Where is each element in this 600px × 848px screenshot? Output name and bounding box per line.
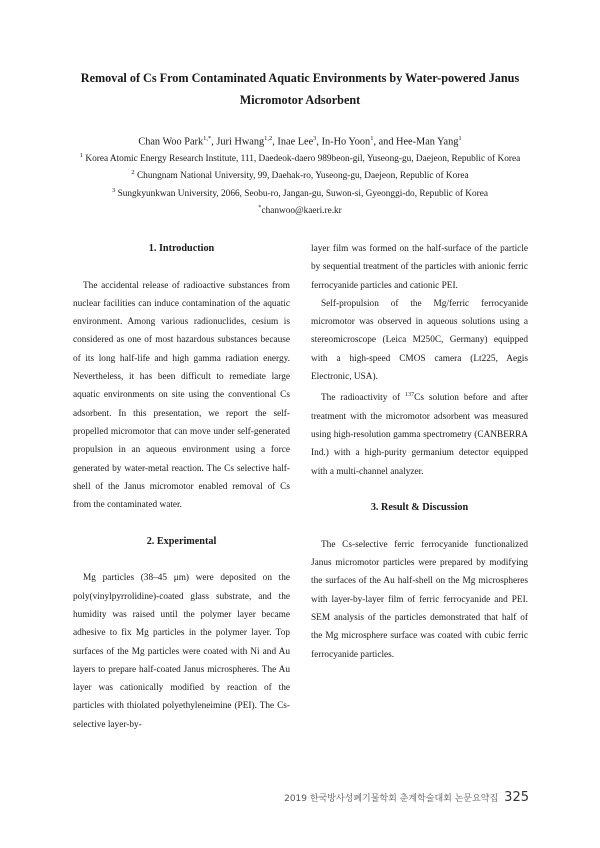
- experimental-paragraph-1-continued: layer film was formed on the half-surface of the particle by sequential treatment of the particles with anionic ferric ferrocyanide particles and cationic PEI.: [311, 244, 528, 291]
- author-sup: 3: [313, 135, 317, 142]
- affiliation-text: Korea Atomic Energy Research Institute, 111, Daedeok-daero 989beon-gil, Yuseong-gu, Daejeon, Republic of Korea: [85, 154, 521, 165]
- experimental-paragraph-1: Mg particles (38–45 μm) were deposited on the poly(vinylpyrrolidine)-coated glass substrate, and the humidity was raised until the polymer layer became adhesive to fix Mg particles in the polymer layer. Top surfaces of the Mg particles were coated with Ni and Au layers to prepare half-coated Janus microspheres. The Au layer was cationically modified by reaction of the particles with thiolated polyethyleneimine (PEI). The Cs-selective layer-by-: [73, 573, 290, 730]
- author-sup: 1: [458, 135, 462, 142]
- author-sup: 1,2: [264, 135, 273, 142]
- paper-title: [60, 67, 540, 111]
- affiliation-sup: 2: [131, 169, 135, 176]
- affiliation-text: Sungkyunkwan University, 2066, Seobu-ro, Jangan-gu, Suwon-si, Gyeonggi-do, Republic of Korea: [117, 189, 489, 200]
- author: Chan Woo Park: [138, 136, 204, 148]
- section-heading-results: 3. Result & Discussion: [370, 502, 469, 514]
- intro-paragraph: The accidental release of radioactive substances from nuclear facilities can induce contamination of the aquatic environment. Among various radionuclides, cesium is considered as one of most hazardous substances because of its long half-life and high gamma radiation energy. Nevertheless, it has been difficult to remediate large aquatic environments on site using the conventional Cs adsorbent. In this presentation, we report the self-propelled micromotor that can move under self-generated propulsion in an aqueous environment using a force generated by water-metal reaction. The Cs selective half-shell of the Janus micromotor enabled removal of Cs from the contaminated water.: [73, 280, 290, 511]
- page-footer: [284, 790, 529, 805]
- email-mark: *: [258, 204, 262, 211]
- author-sup: 1: [370, 135, 374, 142]
- section-heading-introduction: 1. Introduction: [148, 243, 215, 254]
- experimental-paragraph-3: [311, 386, 528, 481]
- title-line-1: Removal of Cs From Contaminated Aquatic Environments by Water-powered Janus: [80, 71, 520, 85]
- author: Juri Hwang: [216, 136, 265, 148]
- affiliation-sup: 1: [79, 152, 84, 159]
- author: Inae Lee: [277, 136, 314, 148]
- isotope-sup: 137: [405, 392, 415, 399]
- author-sup: 1,*: [203, 135, 212, 142]
- results-paragraph: The Cs-selective ferric ferrocyanide functionalized Janus micromotor particles were prepared by modifying the surfaces of the Au half-shell on the Mg microspheres with layer-by-layer film of ferric ferrocyanide and PEI. SEM analysis of the particles demonstrated that half of the Mg microsphere surface was coated with cubic ferric ferrocyanide particles.: [311, 539, 528, 660]
- experimental-paragraph-2: Self-propulsion of the Mg/ferric ferrocyanide micromotor was observed in aqueous solutions using a stereomicroscope (Leica M250C, Germany) equipped with a high-speed CMOS camera (Lt225, Aegis Electronic, USA).: [311, 298, 528, 383]
- left-column: [73, 240, 290, 734]
- p3-pre: The radioactivity of: [321, 393, 406, 404]
- title-line-2: Micromotor Adsorbent: [239, 93, 361, 107]
- corresponding-email: [20, 200, 580, 219]
- page-number: 325: [504, 790, 529, 805]
- right-column: [311, 240, 528, 664]
- author: Hee-Man Yang: [396, 136, 459, 148]
- email-text[interactable]: chanwoo@kaeri.re.kr: [261, 206, 342, 217]
- affiliation-2: [20, 165, 580, 184]
- affiliation-sup: 3: [111, 187, 116, 194]
- author: In-Ho Yoon: [321, 136, 371, 148]
- affiliation-text: Chungnam National University, 99, Daehak-ro, Yuseong-gu, Daejeon, Republic of Korea: [136, 171, 469, 182]
- author-list: Chan Woo Park$^{1,*}$, Juri Hwang$^{1,2}$, Inae Lee$^3$, In-Ho Yoon$^1$, and Hee-Man Yang$^1$: [138, 135, 462, 148]
- section-heading-experimental: 2. Experimental: [146, 535, 217, 547]
- p3-post: Cs solution before and after treatment with the micromotor adsorbent was measured using high-resolution gamma spectrometry (CANBERRA Ind.) with a high-purity germanium detector equipped with a multi-channel analyzer.: [311, 393, 529, 477]
- proceedings-title: 2019 한국방사성폐기물학회 춘계학술대회 논문요약집: [284, 794, 499, 804]
